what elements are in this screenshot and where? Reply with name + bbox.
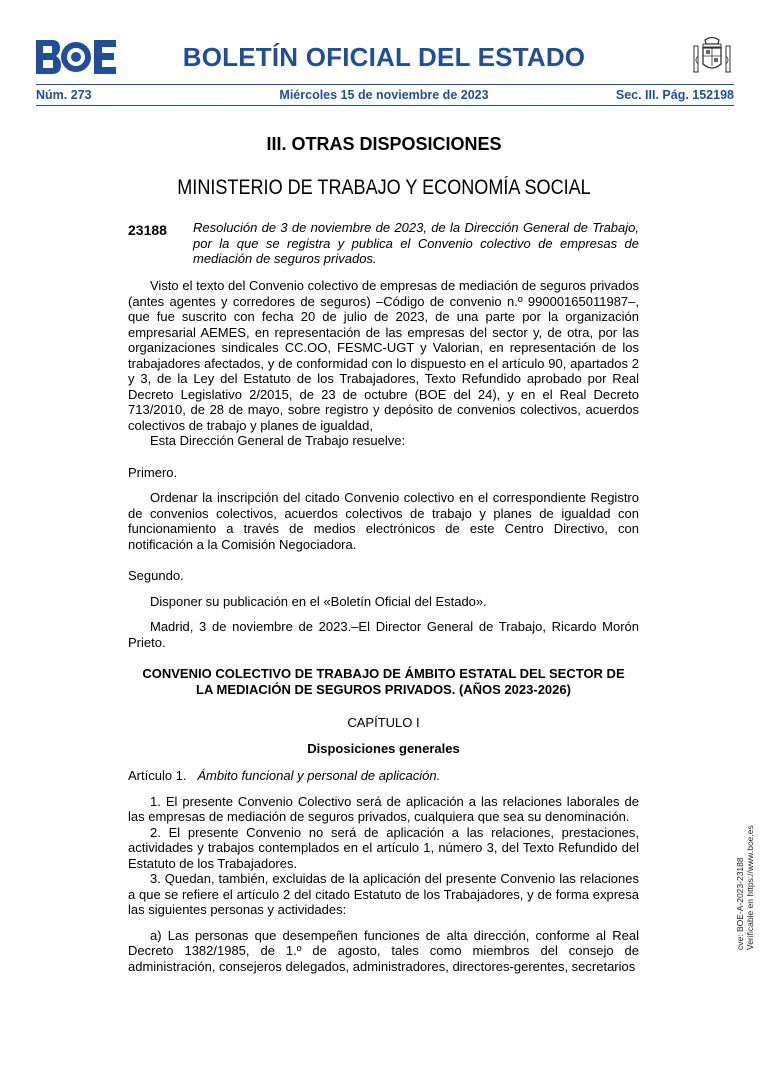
- header-rule-bottom: [36, 105, 734, 106]
- document-body: [128, 278, 639, 974]
- chapter-title: Disposiciones generales: [307, 740, 460, 756]
- spain-coat-of-arms-icon: [690, 36, 734, 80]
- article-paragraph-3: 3. Quedan, también, excluidas de la aplicación del presente Convenio las relaciones a que se refiere el artículo 2 del citado Estatuto de los Trabajadores, y de forma expresa las siguientes personas y actividades:: [128, 871, 639, 917]
- section-page: Sec. III. Pág. 152198: [615, 88, 734, 102]
- chapter-label: CAPÍTULO I: [347, 715, 420, 730]
- article-paragraph-a: a) Las personas que desempeñen funciones de alta dirección, conforme al Real Decreto 1382/1985, de 1.º de agosto, tales como miembros del consejo de administración, consejeros delegados, administradores, directores-gerentes, secretarios: [128, 927, 639, 974]
- signature-paragraph: Madrid, 3 de noviembre de 2023.–El Director General de Trabajo, Ricardo Morón Prieto.: [128, 619, 639, 650]
- intro-paragraph: Visto el texto del Convenio colectivo de empresas de mediación de seguros privados (antes agentes y corredores de seguros) –Código de convenio n.º 99000165011987–, que fue suscrito con fecha 20 de julio de 2023, de una parte por la organización empresarial AEMES, en representación de las empresas del sector y, de otra, por las organizaciones sindicales CC.OO, FESMC-UGT y Valorian, en representación de los trabajadores afectados, y de conformidad con lo dispuesto en el artículo 90, apartados 2 y 3, de la Ley del Estatuto de los Trabajadores, Texto Refundido aprobado por Real Decreto Legislativo 2/2015, de 23 de octubre (BOE del 24), y en el Real Decreto 713/2010, de 28 de mayo, sobre registro y depósito de convenios colectivos, acuerdos colectivos de trabajo y planes de igualdad,: [128, 278, 639, 433]
- document-summary: Resolución de 3 de noviembre de 2023, de la Dirección General de Trabajo, por la que se registra y publica el Convenio colectivo de empresas de mediación de seguros privados.: [193, 220, 639, 266]
- header-rule-top: [36, 84, 734, 85]
- second-label: Segundo.: [128, 568, 184, 583]
- second-paragraph: Disponer su publicación en el «Boletín Oficial del Estado».: [150, 593, 487, 609]
- first-paragraph: Ordenar la inscripción del citado Convenio colectivo en el correspondiente Registro de convenios colectivos, acuerdos colectivos de trabajo y planes de igualdad con funcionamiento a través de medios electrónicos de este Centro Directivo, con notificación a la Comisión Negociadora.: [128, 490, 639, 552]
- article-label: Artículo 1.: [128, 768, 187, 783]
- article-paragraph-2: 2. El presente Convenio no será de aplicación a las relaciones, prestaciones, actividades y trabajos contemplados en el artículo 1, número 3, del Texto Refundido del Estatuto de los Trabajadores.: [128, 824, 639, 871]
- boe-logo: [36, 40, 116, 74]
- issue-date: Miércoles 15 de noviembre de 2023: [279, 88, 489, 102]
- verification-note: [735, 825, 755, 1090]
- verification-url[interactable]: Verificable en https://www.boe.es: [745, 825, 755, 950]
- first-label: Primero.: [128, 464, 178, 480]
- masthead-title: BOLETÍN OFICIAL DEL ESTADO: [182, 42, 586, 72]
- article-title: Ámbito funcional y personal de aplicación.: [197, 768, 441, 783]
- ministry-title: MINISTERIO DE TRABAJO Y ECONOMÍA SOCIAL: [177, 176, 591, 199]
- cve-code: cve: BOE-A-2023-23188: [735, 857, 745, 950]
- article-paragraph-1: 1. El presente Convenio Colectivo será de aplicación a las relaciones laborales de las empresas de mediación de seguros privados, cualquiera que sea su denominación.: [128, 793, 639, 824]
- issue-number: Núm. 273: [36, 88, 92, 102]
- section-title: III. OTRAS DISPOSICIONES: [266, 134, 502, 154]
- document-id: 23188: [128, 222, 167, 238]
- article-heading: [128, 768, 639, 784]
- resolves-paragraph: Esta Dirección General de Trabajo resuelve:: [150, 433, 406, 448]
- agreement-title: CONVENIO COLECTIVO DE TRABAJO DE ÁMBITO ESTATAL DEL SECTOR DE LA MEDIACIÓN DE SEGUROS PRIVADOS. (AÑOS 2023-2026): [142, 666, 625, 697]
